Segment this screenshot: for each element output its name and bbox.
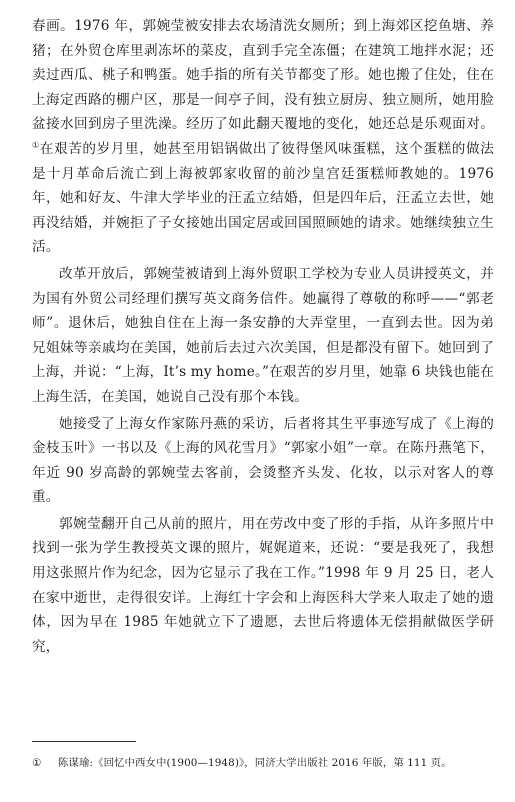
footnote — [32, 755, 497, 771]
page-body — [32, 14, 494, 659]
paragraph-4: 郭婉莹翻开自己从前的照片，用在劳改中变了形的手指，从许多照片中找到一张为学生教授英文课的照片，娓娓道来，还说：“要是我死了，我想用这张照片作为纪念，因为它显示了我在工作。”1998 年 9 月 25 日，老人在家中逝世，走得很安详。上海红十字会和上海医科大学来人取走了她的遗体，因为早在 1985 年她就立下了遗愿，去世后将遗体无偿捐献做医学研究， — [32, 515, 494, 655]
footnote-mark: ① — [32, 757, 42, 769]
paragraph-2: 改革开放后，郭婉莹被请到上海外贸职工学校为专业人员讲授英文，并为国有外贸公司经理们撰写英文商务信件。她赢得了尊敬的称呼——“郭老师”。退休后，她独自住在上海一条安静的大弄堂里，一直到去世。因为弟兄姐妹等亲戚均在美国，她前后去过六次美国，但是都没有留下。她回到了上海，并说：“上海，It’s my home。”在艰苦的岁月里，她靠 6 块钱也能在上海生活，在美国，她说自己没有那个本钱。 — [32, 265, 494, 405]
paragraph-1 — [32, 14, 494, 260]
footnote-divider — [32, 741, 136, 742]
footnote-text: 陈谋瑜:《回忆中西女中(1900—1948)》，同济大学出版社 2016 年版，第 111 页。 — [58, 757, 452, 769]
paragraph-1-text: 春画。1976 年，郭婉莹被安排去农场清洗女厕所；到上海郊区挖鱼塘、养猪；在外贸仓库里剥冻坏的菜皮，直到手完全冻僵；在建筑工地拌水泥；还卖过西瓜、桃子和鸭蛋。她手指的所有关节都变了形。她也搬了住处，住在上海定西路的棚户区，那是一间亭子间，没有独立厨房、独立厕所，她用脸盆接水回到房子里洗澡。经历了如此翻天覆地的变化，她还总是乐观面对。 — [32, 18, 494, 133]
paragraph-1-continued: 在艰苦的岁月里，她甚至用铝锅做出了彼得堡风味蛋糕，这个蛋糕的做法是十月革命后流亡到上海被郭家收留的前沙皇宫廷蛋糕师教她的。1976 年，她和好友、牛津大学毕业的汪孟立结婚，但是四年后，汪孟立去世，她再没结婚，并婉拒了子女接她出国定居或回国照顾她的请求。她继续独立生活。 — [32, 140, 494, 256]
footnote-reference-1[interactable]: ① — [32, 140, 40, 150]
paragraph-3: 她接受了上海女作家陈丹燕的采访，后者将其生平事迹写成了《上海的金枝玉叶》一书以及《上海的风花雪月》“郭家小姐”一章。在陈丹燕笔下，年近 90 岁高龄的郭婉莹去客前，会烫整齐头发、化妆，以示对客人的尊重。 — [32, 415, 494, 506]
